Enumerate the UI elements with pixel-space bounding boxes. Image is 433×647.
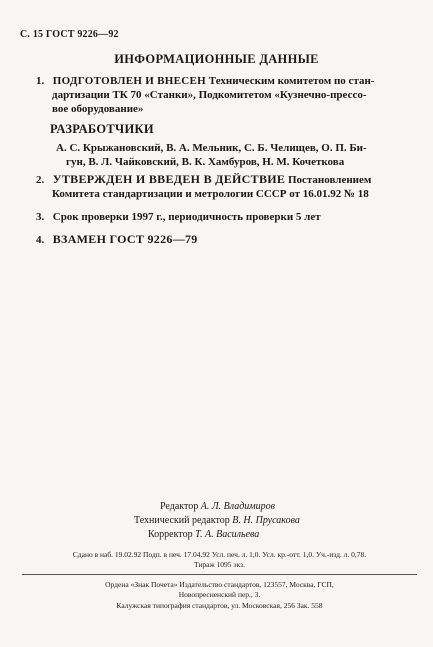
tech-editor-line (134, 514, 300, 528)
item-3 (36, 210, 321, 224)
corrector-label: Корректор (148, 529, 193, 540)
item-1 (36, 74, 420, 116)
developers-line2: гун, В. Л. Чайковский, В. К. Хамбуров, Н. М. Кочеткова (66, 156, 345, 168)
developers-line1: А. С. Крыжановский, В. А. Мельник, С. Б. Челищев, О. П. Би- (56, 142, 367, 154)
editor-name: А. Л. Владимиров (200, 501, 275, 512)
item-2-caps: УТВЕРЖДЕН И ВВЕДЕН В ДЕЙСТВИЕ (52, 172, 286, 186)
corrector-line (148, 528, 259, 542)
editor-line (160, 500, 275, 514)
item-2-text-line2: Комитета стандартизации и метрологии СССР от 16.01.92 № 18 (52, 188, 369, 200)
item-4-caps: ВЗАМЕН ГОСТ 9226—79 (52, 232, 198, 246)
tech-editor-name: В. Н. Прусакова (232, 515, 300, 526)
section-title: ИНФОРМАЦИОННЫЕ ДАННЫЕ (114, 52, 319, 66)
item-4 (36, 232, 198, 247)
item-1-caps: ПОДГОТОВЛЕН И ВНЕСЕН (52, 75, 207, 87)
item-3-number: 3. (36, 211, 45, 223)
editor-label: Редактор (160, 501, 199, 512)
item-1-text-line2: дартизации ТК 70 «Станки», Подкомитетом «Кузнечно-прессо- (52, 89, 367, 101)
item-1-text-line3: вое оборудование» (52, 103, 144, 115)
item-2-number: 2. (36, 174, 45, 186)
item-1-text-line1: Техническим комитетом по стан- (208, 75, 375, 87)
imprint-line5: Калужская типография стандартов, ул. Московская, 256 Зак. 558 (116, 601, 323, 610)
imprint-line2: Тираж 1095 экз. (193, 560, 246, 569)
item-3-text: Срок проверки 1997 г., периодичность проверки 5 лет (52, 211, 321, 223)
tech-editor-label: Технический редактор (134, 515, 230, 526)
item-2-text-line1: Постановлением (287, 174, 372, 186)
developers-list (56, 141, 416, 169)
corrector-name: Т. А. Васильева (195, 529, 260, 540)
imprint-line4: Новопресненский пер., 3. (178, 590, 261, 599)
developers-heading: РАЗРАБОТЧИКИ (50, 122, 154, 136)
divider (22, 574, 417, 575)
item-4-number: 4. (36, 234, 45, 246)
imprint-line3: Ордена «Знак Почета» Издательство стандартов, 123557, Москва, ГСП, (105, 580, 334, 589)
item-2 (36, 172, 420, 201)
imprint-line1: Сдано в наб. 19.02.92 Подп. в печ. 17.04.92 Усл. печ. л. 1,0. Усл. кр.-отт. 1,0. Уч.-изд. л. 0,78. (72, 550, 367, 559)
page-header: С. 15 ГОСТ 9226—92 (20, 29, 119, 40)
item-1-number: 1. (36, 75, 45, 87)
